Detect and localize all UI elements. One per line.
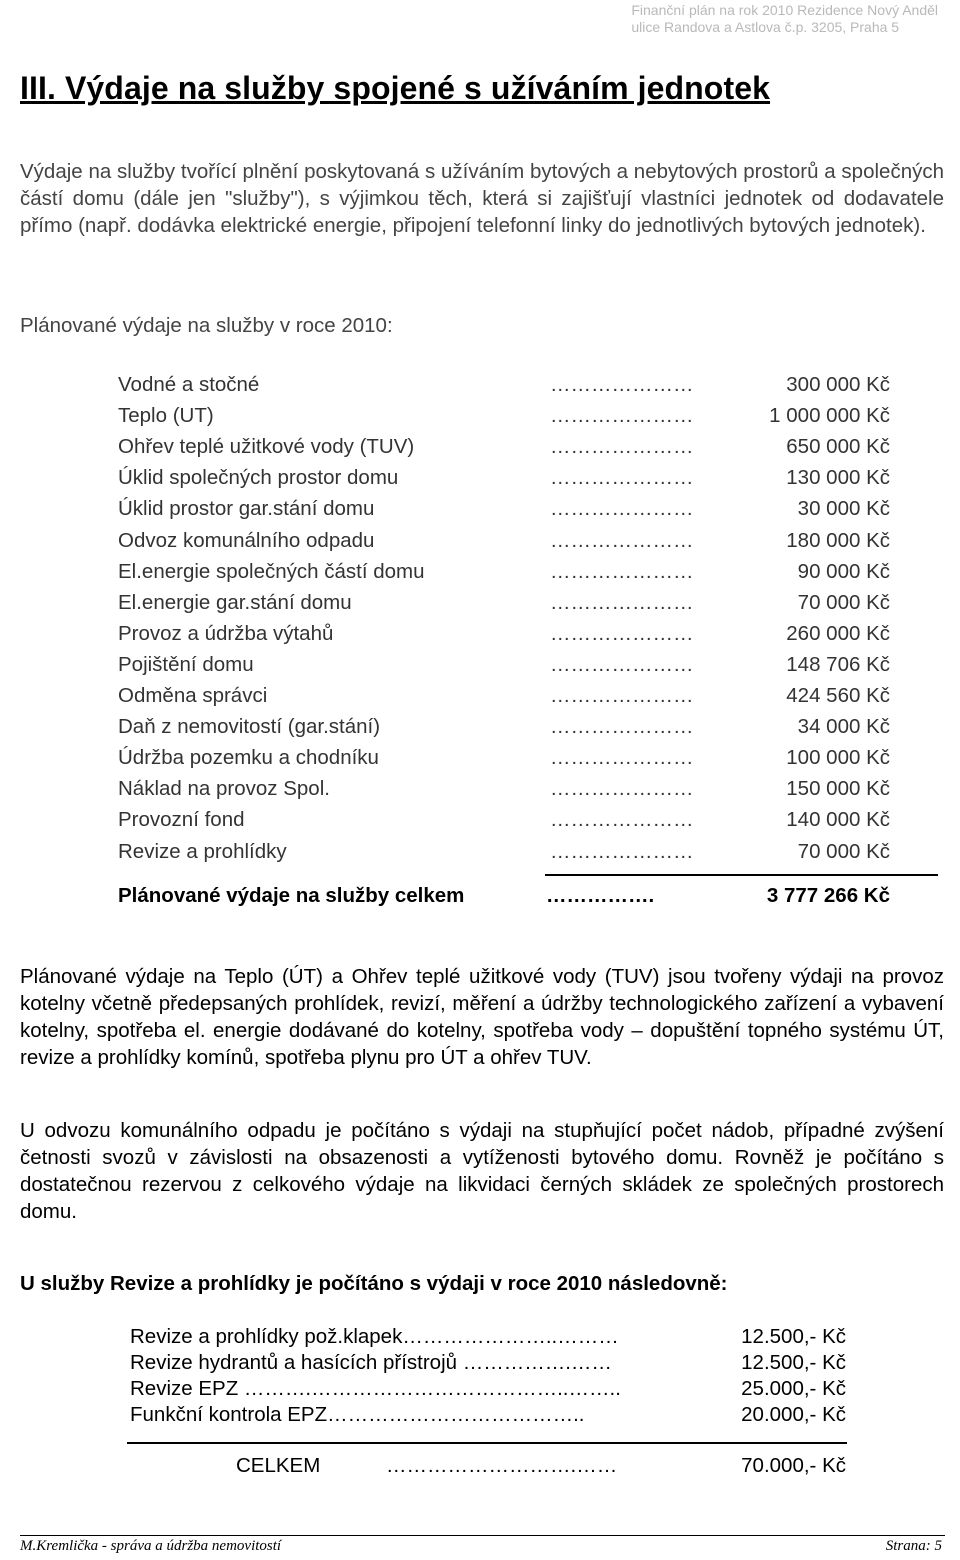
service-label: Revize a prohlídky: [118, 839, 287, 863]
service-row: [118, 462, 890, 493]
service-dots: …………………: [550, 684, 694, 707]
service-label: Údržba pozemku a chodníku: [118, 746, 379, 770]
revision-label: Revize hydrantů a hasících přístrojů …………….……: [130, 1351, 612, 1374]
revisions-heading: U služby Revize a prohlídky je počítáno s výdaji v roce 2010 následovně:: [20, 1272, 728, 1295]
footer-page-number: Strana: 5: [885, 1538, 942, 1554]
service-row: [118, 836, 890, 867]
service-amount: 300 000 Kč: [786, 373, 890, 396]
section-title: III. Výdaje na služby spojené s užíváním jednotek: [20, 70, 771, 106]
service-dots: …………………: [550, 497, 694, 521]
revision-label: Funkční kontrola EPZ………………………………..: [130, 1403, 585, 1426]
footer-rule: [20, 1535, 945, 1536]
service-label: Odměna správci: [118, 684, 268, 707]
service-row: [118, 773, 890, 804]
revision-row: [130, 1402, 846, 1428]
services-total-label: Plánované výdaje na služby celkem: [118, 884, 465, 907]
service-row: [118, 680, 890, 711]
service-row: [118, 431, 890, 462]
revisions-total-row: [236, 1453, 846, 1479]
service-row: [118, 556, 890, 587]
service-row: [118, 618, 890, 649]
service-label: Náklad na provoz Spol.: [118, 777, 330, 801]
service-amount: 70 000 Kč: [797, 590, 890, 614]
service-amount: 1 000 000 Kč: [769, 404, 890, 428]
revisions-total-dots: ……………………….……: [386, 1454, 618, 1477]
services-total-amount: 3 777 266 Kč: [766, 884, 890, 907]
service-amount: 34 000 Kč: [797, 715, 890, 739]
service-label: Provozní fond: [118, 808, 245, 832]
revision-row: [130, 1350, 846, 1376]
service-dots: …………………: [550, 777, 694, 801]
service-label: Odvoz komunálního odpadu: [118, 528, 375, 552]
service-amount: 100 000 Kč: [786, 746, 890, 770]
service-dots: …………………: [550, 746, 694, 770]
revision-label: Revize a prohlídky pož.klapek…………………..………: [130, 1325, 619, 1348]
service-amount: 180 000 Kč: [786, 528, 890, 552]
service-row: [118, 804, 890, 835]
service-dots: …………………: [550, 652, 694, 676]
service-label: Úklid společných prostor domu: [118, 466, 399, 490]
revision-row: [130, 1324, 846, 1350]
service-label: El.energie společných částí domu: [118, 559, 425, 583]
running-header: [631, 2, 938, 36]
service-amount: 424 560 Kč: [786, 684, 890, 707]
service-dots: …………………: [550, 373, 694, 396]
service-amount: 30 000 Kč: [797, 497, 890, 521]
service-dots: …………………: [550, 559, 694, 583]
revision-amount: 25.000,- Kč: [741, 1377, 846, 1400]
service-label: Ohřev teplé užitkové vody (TUV): [118, 435, 415, 459]
services-total-dots: …………….: [546, 884, 655, 907]
service-dots: …………………: [550, 808, 694, 832]
revision-amount: 12.500,- Kč: [741, 1325, 846, 1348]
service-row: [118, 369, 890, 400]
service-label: Pojištění domu: [118, 652, 254, 676]
service-amount: 148 706 Kč: [786, 652, 890, 676]
service-dots: …………………: [550, 466, 694, 490]
service-row: [118, 711, 890, 742]
heating-paragraph: Plánované výdaje na Teplo (ÚT) a Ohřev teplé užitkové vody (TUV) jsou tvořeny výdaji na provoz kotelny včetně předepsaných prohlídek, revizí, měření a údržby technologického zařízení a vybavení kotelny, spotřeba el. energie dodávané do kotelny, spotřeba vody – dopuštění topného systému ÚT, revize a prohlídky komínů, spotřeba plynu pro ÚT a ohřev TUV.: [20, 965, 944, 1069]
service-dots: …………………: [550, 528, 694, 552]
service-dots: …………………: [550, 839, 694, 863]
service-row: [118, 649, 890, 680]
intro-paragraph: Výdaje na služby tvořící plnění poskytovaná s užíváním bytových a nebytových prostorů a společných částí domu (dále jen "služby"), s výjimkou těch, která si zajišťují vlastníci jednotek od dodavatele přímo (např. dodávka elektrické energie, připojení telefonní linky do jednotlivých bytových jednotek).: [20, 160, 944, 237]
service-dots: …………………: [550, 621, 694, 645]
service-dots: …………………: [550, 404, 694, 428]
revision-label: Revize EPZ ……….………………………………..……..: [130, 1377, 621, 1400]
service-row: [118, 525, 890, 556]
service-label: Úklid prostor gar.stání domu: [118, 497, 375, 521]
service-row: [118, 742, 890, 773]
revision-amount: 20.000,- Kč: [741, 1403, 846, 1426]
service-label: Teplo (UT): [118, 404, 214, 428]
service-label: Vodné a stočné: [118, 373, 260, 396]
waste-paragraph: U odvozu komunálního odpadu je počítáno s výdaji na stupňující počet nádob, případné zvýšení četnosti svozů v závislosti na obsazenosti a vytíženosti bytového domu. Rovněž je počítáno s dostatečnou rezervou z celkového výdaje na likvidaci černých skládek ze společných prostorech domu.: [20, 1119, 944, 1223]
footer-company: M.Kremlička - správa a údržba nemovitostí: [20, 1538, 282, 1554]
service-dots: …………………: [550, 435, 694, 459]
revision-row: [130, 1376, 846, 1402]
header-line-2: ulice Randova a Astlova č.p. 3205, Praha 5: [631, 19, 900, 35]
revision-amount: 12.500,- Kč: [741, 1351, 846, 1374]
revisions-total-label: CELKEM: [236, 1454, 321, 1477]
total-rule: [545, 874, 938, 876]
service-row: [118, 493, 890, 524]
service-amount: 130 000 Kč: [786, 466, 890, 490]
planned-services-label: Plánované výdaje na služby v roce 2010:: [20, 314, 393, 337]
service-row: [118, 587, 890, 618]
service-amount: 90 000 Kč: [797, 559, 890, 583]
service-label: Daň z nemovitostí (gar.stání): [118, 715, 381, 739]
services-total-row: [118, 880, 890, 911]
service-label: El.energie gar.stání domu: [118, 590, 352, 614]
service-amount: 260 000 Kč: [786, 621, 890, 645]
service-amount: 650 000 Kč: [786, 435, 890, 459]
service-amount: 70 000 Kč: [797, 839, 890, 863]
revisions-total-amount: 70.000,- Kč: [741, 1454, 846, 1477]
service-amount: 140 000 Kč: [786, 808, 890, 832]
service-label: Provoz a údržba výtahů: [118, 621, 334, 645]
service-dots: …………………: [550, 715, 694, 739]
service-amount: 150 000 Kč: [786, 777, 890, 801]
service-row: [118, 400, 890, 431]
header-line-1: Finanční plán na rok 2010 Rezidence Nový Anděl: [631, 2, 938, 18]
revisions-rule: [127, 1442, 847, 1444]
service-dots: …………………: [550, 590, 694, 614]
